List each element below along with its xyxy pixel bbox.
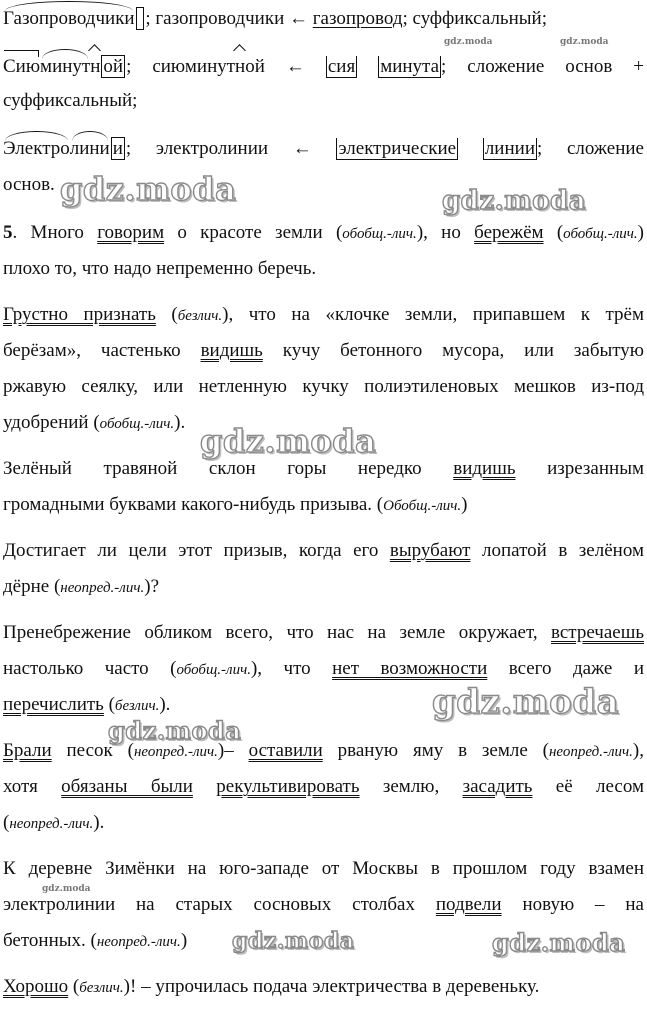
- text-fragment: (: [3, 812, 10, 833]
- sentence-type-label: неопред.-лич.: [9, 816, 94, 832]
- watermark-small: gdz.moda: [560, 37, 609, 47]
- sentence-type-label: Обобщ.-лич.: [383, 498, 462, 514]
- text-fragment: ): [461, 494, 468, 515]
- text-fragment: рваную яму в земле (: [322, 740, 549, 761]
- text-fragment: (: [68, 976, 80, 997]
- task-line-12: [3, 656, 644, 683]
- source-word: электрические: [338, 138, 457, 159]
- text-fragment: ой: [245, 56, 265, 77]
- text-fragment: кучу бетонного мусора, или забытую: [262, 340, 644, 361]
- text-fragment: ): [180, 930, 188, 951]
- task-line-18: [3, 892, 644, 918]
- task-line-2: плохо то, что надо непременно беречь.: [3, 258, 317, 279]
- task-number: 5: [3, 222, 13, 243]
- text-fragment: ),: [632, 740, 644, 761]
- suffix-mark: н: [235, 54, 245, 80]
- sentence-type-label: обобщ.-лич.: [176, 662, 251, 678]
- morpheme-line-4: [3, 136, 644, 162]
- root-mark: лини: [70, 136, 110, 162]
- text-fragment: ; электролинии ←: [125, 138, 337, 159]
- predicate: Грустно признать: [3, 304, 156, 325]
- watermark-logo: gdz.moda: [200, 422, 377, 460]
- text-fragment: ; суффиксальный;: [402, 8, 547, 29]
- predicate: обязаны были: [61, 776, 193, 797]
- text-fragment: изрезанным: [515, 458, 644, 479]
- predicate: видишь: [453, 458, 516, 479]
- task-line-4: [3, 338, 644, 364]
- text-fragment: ; сложение: [536, 138, 644, 159]
- text-fragment: громадными буквами какого-нибудь призыва. (: [3, 494, 384, 515]
- text-fragment: )?: [144, 576, 160, 597]
- text-fragment: всего даже и: [487, 658, 644, 679]
- text-fragment: ; газопроводчики ←: [145, 8, 313, 29]
- text-fragment: (: [103, 694, 115, 715]
- predicate: засадить: [462, 776, 533, 797]
- predicate: встречаешь: [550, 622, 644, 643]
- text-fragment: (: [543, 222, 564, 243]
- predicate: оставили: [248, 740, 323, 761]
- predicate: нет возможности: [332, 658, 488, 679]
- task-line-11: [3, 620, 644, 646]
- morpheme-line-5: основ.: [3, 174, 55, 195]
- ending-box: [136, 7, 145, 30]
- watermark-logo: gdz.moda: [442, 186, 587, 216]
- task-line-8: [3, 492, 644, 519]
- predicate: бережём: [474, 222, 544, 243]
- ending-box: ой: [103, 56, 124, 77]
- source-word: линии: [484, 138, 535, 159]
- watermark-logo: gdz.moda: [492, 928, 626, 957]
- morpheme-line-1: [3, 6, 644, 32]
- ending-box: и: [112, 138, 123, 159]
- sentence-type-label: неопред.-лич.: [133, 744, 218, 760]
- predicate: говорим: [97, 222, 165, 243]
- predicate: Брали: [3, 740, 52, 761]
- text-fragment: (: [155, 304, 178, 325]
- sentence-type-label: безлич.: [79, 980, 124, 996]
- text-fragment: )–: [217, 740, 249, 761]
- task-line-10: [3, 574, 644, 601]
- text-fragment: Зелёный травяной склон горы нередко: [3, 458, 454, 479]
- sentence-type-label: неопред.-лич.: [548, 744, 633, 760]
- watermark-logo: gdz.moda: [232, 928, 355, 954]
- source-word: сия: [327, 56, 356, 77]
- text-fragment: ).: [174, 412, 186, 433]
- text-fragment: ), но: [416, 222, 475, 243]
- prefix-mark: Сию: [3, 54, 40, 80]
- watermark-small: gdz.moda: [444, 37, 493, 47]
- task-line-17: К деревне Зимёнки на юго-западе от Москвы в прошлом году взамен: [3, 858, 644, 879]
- sentence-type-label: безлич.: [177, 308, 223, 324]
- text-fragment: лопатой в зелёном: [470, 540, 644, 561]
- text-fragment: дёрне (: [3, 576, 61, 597]
- text-fragment: электролинии на старых сосновых столбах: [3, 894, 436, 915]
- predicate: подвели: [435, 894, 502, 915]
- text-fragment: землю,: [359, 776, 463, 797]
- predicate: Хорошо: [3, 976, 69, 997]
- sentence-type-label: обобщ.-лич.: [342, 226, 417, 242]
- text-fragment: [193, 776, 216, 797]
- text-fragment: Достигает ли цели этот призыв, когда его: [3, 540, 390, 561]
- text-fragment: хотя: [3, 776, 62, 797]
- text-fragment: её лесом: [532, 776, 645, 797]
- predicate: перечислить: [3, 694, 104, 715]
- text-fragment: удобрений (: [3, 412, 100, 433]
- task-line-15: [3, 774, 644, 800]
- text-fragment: ).: [159, 694, 171, 715]
- watermark-small: gdz.moda: [42, 884, 91, 894]
- sentence-type-label: обобщ.-лич.: [99, 416, 175, 432]
- text-fragment: ).: [93, 812, 105, 833]
- task-line-14: [3, 738, 644, 765]
- word-gazoprovodchiki-parsed: Газопроводчики: [3, 6, 135, 32]
- task-line-16: [3, 810, 644, 837]
- sentence-type-label: неопред.-лич.: [96, 934, 181, 950]
- text-fragment: ), что: [250, 658, 333, 679]
- text-fragment: ; сложение основ +: [441, 56, 645, 77]
- text-fragment: настолько часто (: [3, 658, 177, 679]
- arrow-glyph: ←: [285, 56, 305, 77]
- task-line-9: [3, 538, 644, 564]
- text-fragment: ), что на «клочке земли, припавшем к трём: [222, 304, 645, 325]
- sentence-type-label: неопред.-лич.: [60, 580, 145, 596]
- predicate: вырубают: [389, 540, 471, 561]
- task-line-5: ржавую сеялку, или нетленную кучку полиэтиленовых мешков из-под: [3, 376, 644, 397]
- sentence-type-label: обобщ.-лич.: [563, 226, 638, 242]
- text-fragment: . Много: [12, 222, 98, 243]
- suffix-mark: н: [90, 54, 100, 80]
- text-fragment: берёзам», частенько: [3, 340, 201, 361]
- text-fragment: о красоте земли (: [164, 222, 343, 243]
- morpheme-line-3: суффиксальный;: [3, 90, 138, 111]
- text-fragment: песок (: [51, 740, 134, 761]
- text-fragment: минут: [184, 56, 236, 77]
- text-fragment: ; сию: [126, 56, 185, 77]
- task-line-20: [3, 974, 644, 1001]
- text-fragment: бетонных. (: [3, 930, 97, 951]
- task-line-1: [3, 220, 644, 247]
- text-fragment: ): [637, 222, 644, 243]
- watermark-logo: gdz.moda: [60, 170, 237, 208]
- sentence-type-label: безлич.: [114, 698, 160, 714]
- watermark-logo: gdz.moda: [432, 682, 620, 722]
- task-line-3: [3, 302, 644, 329]
- predicate: видишь: [200, 340, 263, 361]
- text-fragment: новую – на: [501, 894, 644, 915]
- text-fragment: Пренебрежение обликом всего, что нас на земле окружает,: [3, 622, 551, 643]
- morpheme-line-2: [3, 54, 644, 80]
- text-fragment: )! – упрочилась подача электричества в деревеньку.: [123, 976, 540, 997]
- predicate: рекультивировать: [216, 776, 360, 797]
- watermark-logo: gdz.moda: [108, 716, 242, 745]
- root-mark: минут: [40, 54, 90, 80]
- root-mark: Электро: [3, 136, 70, 162]
- source-word: газопровод: [312, 8, 403, 29]
- source-word: минута: [380, 56, 440, 77]
